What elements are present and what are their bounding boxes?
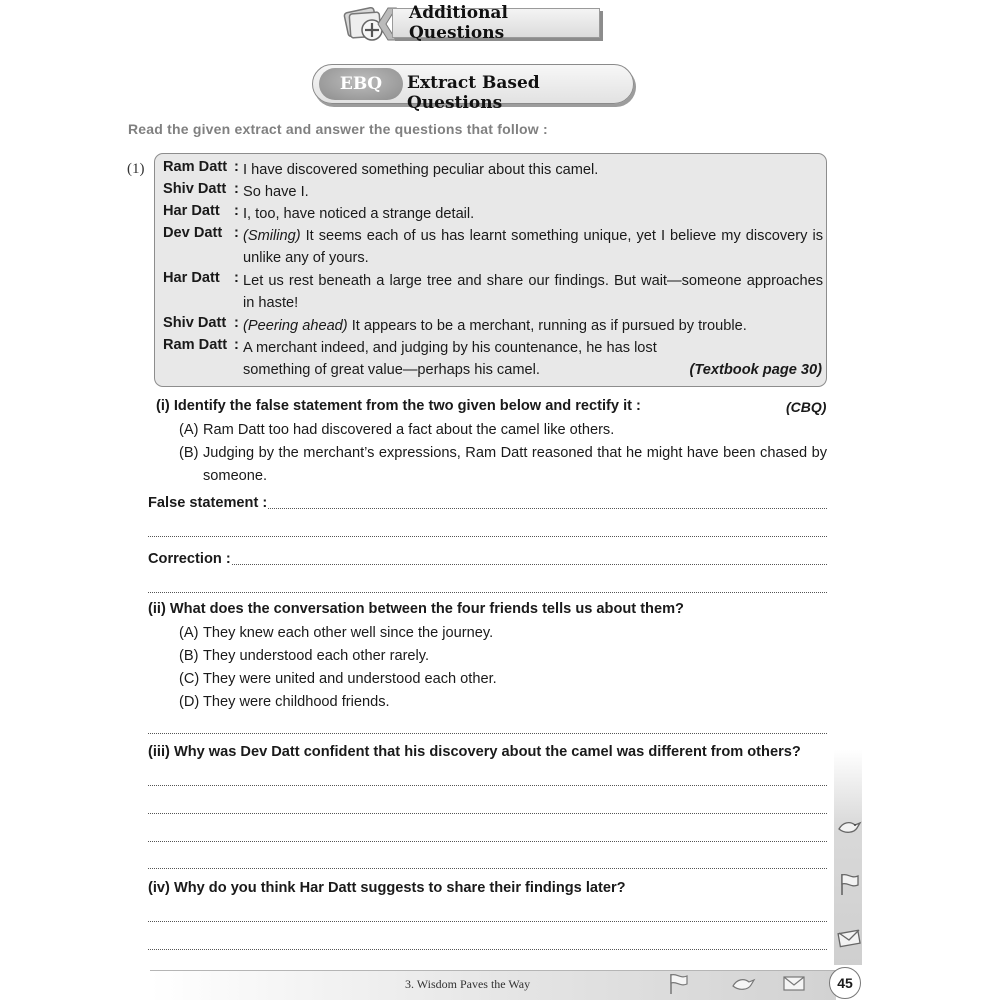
chapter-title: 3. Wisdom Paves the Way [405,977,531,991]
option-letter: (C) [179,671,200,687]
dialogue-text: So have I. [243,184,309,200]
speaker-name: Dev Datt [163,225,223,241]
add-document-icon [340,4,400,44]
dialogue-line [155,159,828,181]
option-text: They were united and understood each other. [203,671,497,687]
speaker-name: Shiv Datt [163,315,227,331]
option-text: Judging by the merchant’s expressions, Ram Datt reasoned that he might have been chased by someone. [203,445,827,484]
option-text: They were childhood friends. [203,694,390,710]
footer-divider [150,970,836,971]
dialogue-line [155,270,828,312]
ebq-banner [312,64,634,113]
option-letter: (A) [179,422,199,438]
answer-line[interactable] [232,564,827,565]
dialogue-text: A merchant indeed, and judging by his countenance, he has lost something of great value—perhaps his camel. [243,340,657,379]
speaker-name: Har Datt [163,203,220,219]
extract-box [154,153,827,387]
answer-line[interactable] [148,841,827,842]
option-text: Ram Datt too had discovered a fact about the camel like others. [203,422,615,438]
option-b [179,645,827,668]
answer-line[interactable] [148,813,827,814]
answer-line[interactable] [148,921,827,922]
answer-line[interactable] [148,536,827,537]
stage-direction: (Smiling) [243,228,301,244]
speaker-colon: : [234,315,239,331]
question-iii-text: (iii) Why was Dev Datt confident that his discovery about the camel was different from others? [148,744,801,760]
option-d [179,691,827,714]
correction-label: Correction : [148,551,231,567]
option-letter: (D) [179,694,200,710]
question-i-text: (i) Identify the false statement from the two given below and rectify it : [156,398,641,414]
dialogue-text: It appears to be a merchant, running as if pursued by trouble. [347,318,747,334]
speaker-name: Har Datt [163,270,220,286]
cbq-tag: (CBQ) [786,399,827,415]
stage-direction: (Peering ahead) [243,318,348,334]
answer-line[interactable] [148,733,827,734]
speaker-colon: : [234,270,239,286]
answer-line[interactable] [268,508,827,509]
dialogue-text: I, too, have noticed a strange detail. [243,206,475,222]
dialogue-text: It seems each of us has learnt something unique, yet I believe my discovery is unlike any of yours. [243,228,823,267]
bird-icon [730,972,756,996]
additional-questions-title: Additional Questions [392,8,600,38]
speaker-colon: : [234,203,239,219]
option-a [179,622,827,645]
speaker-name: Ram Datt [163,337,228,353]
dialogue-line [155,203,828,225]
envelope-icon [781,972,807,996]
ebq-title: Extract Based Questions [407,73,540,113]
instruction-text: Read the given extract and answer the questions that follow : [128,121,548,137]
question-iv-text: (iv) Why do you think Har Datt suggests to share their findings later? [148,880,626,896]
option-letter: (B) [179,648,199,664]
page-number: 45 [829,967,861,999]
answer-line[interactable] [148,592,827,593]
option-text: They knew each other well since the journey. [203,625,494,641]
option-a [179,419,827,442]
answer-line[interactable] [148,949,827,950]
flag-icon [836,871,862,897]
speaker-name: Ram Datt [163,159,228,175]
ebq-badge: EBQ [319,68,403,100]
false-statement-label: False statement : [148,495,268,511]
option-letter: (A) [179,625,199,641]
question-ii-text: (ii) What does the conversation between the four friends tells us about them? [148,601,684,617]
answer-line[interactable] [148,868,827,869]
speaker-colon: : [234,337,239,353]
speaker-colon: : [234,225,239,241]
envelope-icon [836,925,862,951]
option-letter: (B) [179,445,199,461]
question-number: (1) [127,161,145,177]
answer-line[interactable] [148,785,827,786]
speaker-colon: : [234,159,239,175]
bird-icon [836,813,862,839]
dialogue-line [155,225,828,267]
textbook-reference: (Textbook page 30) [689,362,822,378]
dialogue-line [155,315,828,337]
option-c [179,668,827,691]
speaker-name: Shiv Datt [163,181,227,197]
dialogue-line [155,181,828,203]
option-text: They understood each other rarely. [203,648,430,664]
dialogue-text: I have discovered something peculiar about this camel. [243,162,599,178]
additional-questions-banner [340,4,606,42]
flag-icon [665,972,691,996]
speaker-colon: : [234,181,239,197]
dialogue-text: Let us rest beneath a large tree and share our findings. But wait—someone approaches in haste! [243,273,823,312]
option-b [179,442,827,487]
